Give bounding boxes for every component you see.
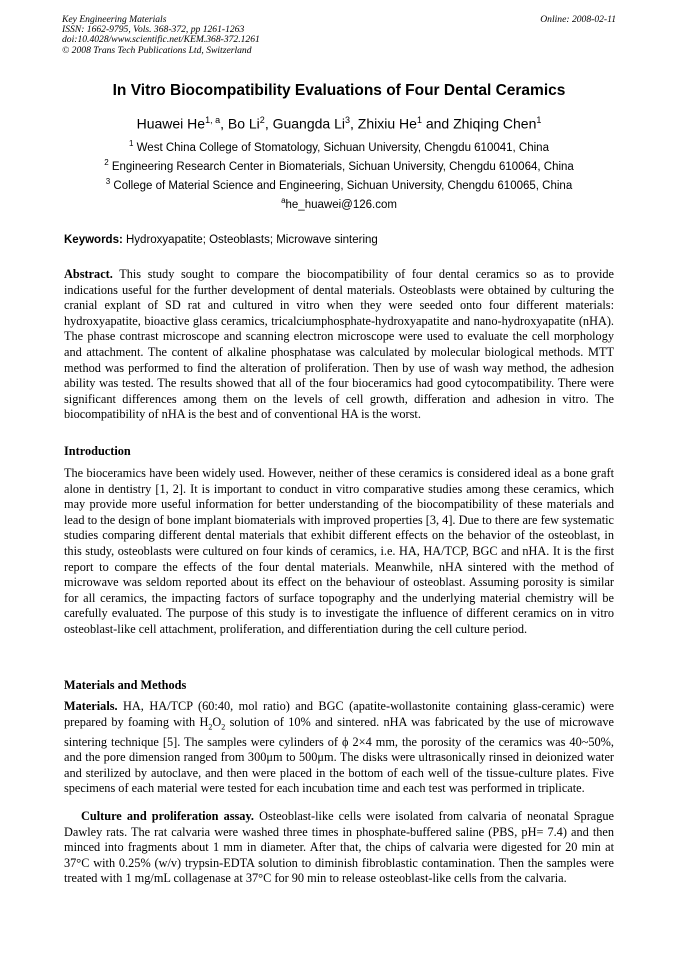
keywords-line xyxy=(64,234,378,246)
abstract-paragraph xyxy=(64,267,614,423)
author-sep: and xyxy=(421,115,454,132)
author-sup: 1 xyxy=(536,115,542,125)
introduction-heading: Introduction xyxy=(64,444,131,458)
materials-sub: 2 xyxy=(208,722,213,732)
materials-label: Materials. xyxy=(64,699,118,713)
materials-text-post: solution of 10% and sintered. nHA was fabricated by the use of microwave sintering technique [5]. The samples were cylinders of ϕ 2×4 mm, the porosity of the ceramics was 40~50%, and the pore dimension ranged from 300μm to 500μm. The disks were ultrasonically rinsed in deionized water and sterilized by autoclave, and then were placed in the bottom of each well of the tissue-culture plates. Five specimens of each material were tested for each incubation time and each test was performed in triplicate. xyxy=(64,714,614,796)
email-text: he_huawei@126.com xyxy=(285,198,397,211)
affiliation-2 xyxy=(0,158,678,173)
methods-heading: Materials and Methods xyxy=(64,678,187,692)
paper-title: In Vitro Biocompatibility Evaluations of Four Dental Ceramics xyxy=(112,82,566,99)
online-date: Online: 2008-02-11 xyxy=(540,14,616,25)
author-name: Bo Li xyxy=(227,115,260,132)
materials-text-pre: HA, HA/TCP (60:40, mol ratio) and BGC (apatite-wollastonite containing glass-ceramic) were prepared by foaming with H xyxy=(64,699,615,729)
affiliation-text: West China College of Stomatology, Sichuan University, Chengdu 610041, China xyxy=(136,141,549,154)
journal-header xyxy=(62,15,260,56)
culture-label: Culture and proliferation assay. xyxy=(81,809,255,823)
author-sep: , xyxy=(264,115,273,132)
author-list xyxy=(0,115,678,132)
abstract-text: This study sought to compare the biocompatibility of four dental ceramics so as to provide indications useful for the further development of dental materials. Osteoblasts were obtained by culturing the cranial explant of SD rat and cultured in vitro when they were seeded onto four different materials: hydroxyapatite, bioactive glass ceramics, tricalciumphosphate-hydroxyapatite and nano-hydroxyapatite (nHA). The phase contrast microscope and scanning electron microscope were used to evaluate the cell morphology and attachment. The content of alkaline phosphatase was calculated by molecular biological methods. MTT method was performed to find the alteration of proliferation. Then by use of wash way method, the adhesion ability was tested. The results showed that all of the four bioceramics had good cytocompatibility. There were significant differences among them on the levels of cell growth, differation and adhesion in vitro. The biocompatibility of nHA is the best and of conventional HA is the worst. xyxy=(64,267,614,422)
author-sup: 2 xyxy=(259,115,265,125)
email-sup: a xyxy=(281,196,286,205)
author-sup: 1, a xyxy=(205,115,221,125)
affiliation-sup: 1 xyxy=(129,139,134,148)
author-sup: 1 xyxy=(416,115,422,125)
author-name: Guangda Li xyxy=(272,115,345,132)
author-email xyxy=(0,196,678,211)
author-sep: , xyxy=(220,115,228,132)
abstract-label: Abstract. xyxy=(64,267,113,281)
affiliation-sup: 2 xyxy=(104,158,109,167)
culture-paragraph xyxy=(64,809,614,887)
culture-text: Osteoblast-like cells were isolated from calvaria of neonatal Sprague Dawley rats. The rat calvaria were washed three times in phosphate-buffered saline (PBS, pH= 7.4) and then minced into fragments about 1 mm in diameter. After that, the chips of calvaria were digested for 20 min at 37°C with 0.25% (w/v) trypsin-EDTA solution to diminish fibroblastic contamination. Then the samples were treated with 1 mg/mL collagenase at 37°C for 90 min to release osteoblast-like cells from the calvaria. xyxy=(64,809,615,886)
author-sep: , xyxy=(350,115,358,132)
materials-paragraph xyxy=(64,699,614,797)
journal-name: Key Engineering Materials xyxy=(62,14,167,25)
author-name: Zhiqing Chen xyxy=(453,115,537,132)
affiliation-text: Engineering Research Center in Biomaterials, Sichuan University, Chengdu 610064, China xyxy=(111,160,574,173)
keywords-label: Keywords: xyxy=(64,234,123,246)
author-name: Huawei He xyxy=(136,115,206,132)
affiliation-1 xyxy=(0,139,678,154)
materials-sub-2: 2 xyxy=(221,722,226,732)
author-sup: 3 xyxy=(345,115,351,125)
author-name: Zhixiu He xyxy=(357,115,417,132)
introduction-paragraph: The bioceramics have been widely used. However, neither of these ceramics is considered ideal as a bone graft alone in dentistry [1, 2]. It is important to conduct in vitro comparative studies among these ceramics, which may provide more useful information for better understanding of the biocompatibility of these materials and lead to the design of bone implant biomaterials with improved properties [3, 4]. Due to there are few systematic studies comparing different dental materials that exhibit different effects on the behavior of the osteoblast, in this study, osteoblasts were cultured on four kinds of ceramics, i.e. HA, HA/TCP, BGC and nHA. It is the first report to compare the effects of the four dental materials. Meanwhile, nHA sintered with the method of microwave was seldom reported about its effect on the behaviour of osteoblast. Assuming porosity is similar for all ceramics, the impacting factors of surface topography and the underlying material chemistry will be carefully evaluated. The purpose of this study is to investigate the influence of different ceramics on in vitro osteoblast-like cell attachment, proliferation, and differentiation during the cell culture period. xyxy=(64,466,614,636)
copyright-line: © 2008 Trans Tech Publications Ltd, Switzerland xyxy=(62,44,252,56)
materials-text-mid: O xyxy=(212,714,222,729)
keywords-text: Hydroxyapatite; Osteoblasts; Microwave sintering xyxy=(126,234,378,246)
affiliation-text: College of Material Science and Engineering, Sichuan University, Chengdu 610065, China xyxy=(113,179,573,192)
doi-line: doi:10.4028/www.scientific.net/KEM.368-372.1261 xyxy=(62,34,260,46)
affiliation-sup: 3 xyxy=(105,177,111,186)
issn-line: ISSN: 1662-9795, Vols. 368-372, pp 1261-1263 xyxy=(62,24,245,36)
affiliation-3 xyxy=(0,177,678,192)
